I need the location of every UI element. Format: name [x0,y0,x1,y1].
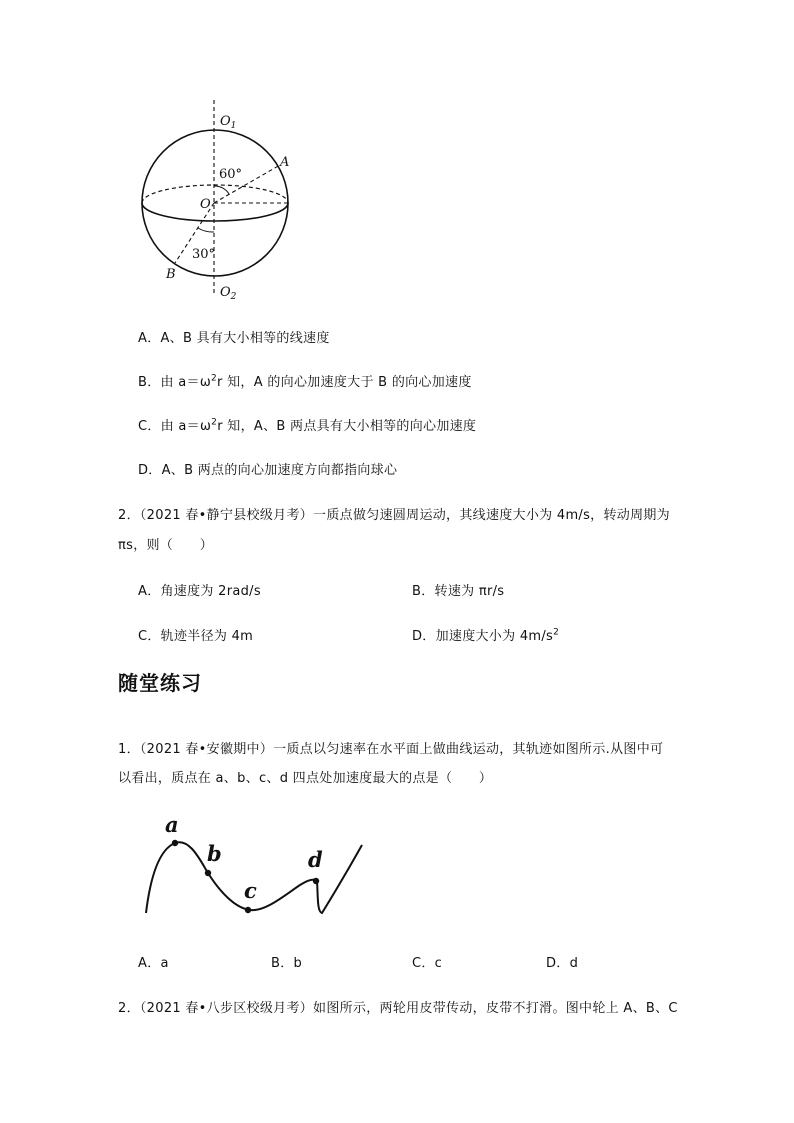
label-o: O [200,197,211,212]
p1-option-c: C．c [412,956,443,971]
curve-label-a: a [165,812,179,837]
prev-option-d: D．A、B 两点的向心加速度方向都指向球心 [138,463,398,478]
curve-label-c: c [244,878,257,903]
q2-stem-line2: πs，则（ ） [118,538,213,553]
point-c [245,907,251,913]
q2-option-a: A．角速度为 2rad/s [138,584,261,599]
q2-option-d: D．加速度大小为 $4m/s^2$ [412,627,560,644]
curve-label-b: b [207,841,222,866]
prev-option-c: C．由 $a=\omega^2r$ 知，A、B 两点具有大小相等的向心加速度 [138,417,477,434]
point-a [172,840,178,846]
point-d [313,878,319,884]
q2-option-c: C．轨迹半径为 4m [138,629,254,644]
label-o1: $O_1$ [220,114,237,131]
label-60: 60° [219,167,243,182]
section-title: 随堂练习 [118,671,202,695]
label-a: A [280,155,290,170]
point-b [205,870,211,876]
p1-stem-line2: 以看出，质点在 a、b、c、d 四点处加速度最大的点是（ ） [118,771,493,786]
p1-option-d: D．d [546,956,579,971]
p2-stem-line1: 2．（2021 春•八步区校级月考）如图所示，两轮用皮带传动，皮带不打滑。图中轮上 A、B、C [118,1001,678,1016]
q2-option-b: B．转速为 πr/s [412,584,505,599]
label-30: 30° [192,247,216,262]
label-o2: $O_2$ [220,285,237,302]
p1-stem-line1: 1．（2021 春•安徽期中）一质点以匀速率在水平面上做曲线运动，其轨迹如图所示.从图中可 [118,742,664,757]
p1-option-b: B．b [271,956,303,971]
prev-option-a: A．A、B 具有大小相等的线速度 [138,331,330,346]
q2-stem-line1: 2．（2021 春•静宁县校级月考）一质点做匀速圆周运动，其线速度大小为 4m/s，转动周期为 [118,508,670,523]
label-b: B [166,267,176,282]
p1-option-a: A．a [138,956,169,971]
prev-option-b: B．由 $a=\omega^2r$ 知，A 的向心加速度大于 B 的向心加速度 [138,373,472,390]
curve-label-d: d [308,847,323,872]
